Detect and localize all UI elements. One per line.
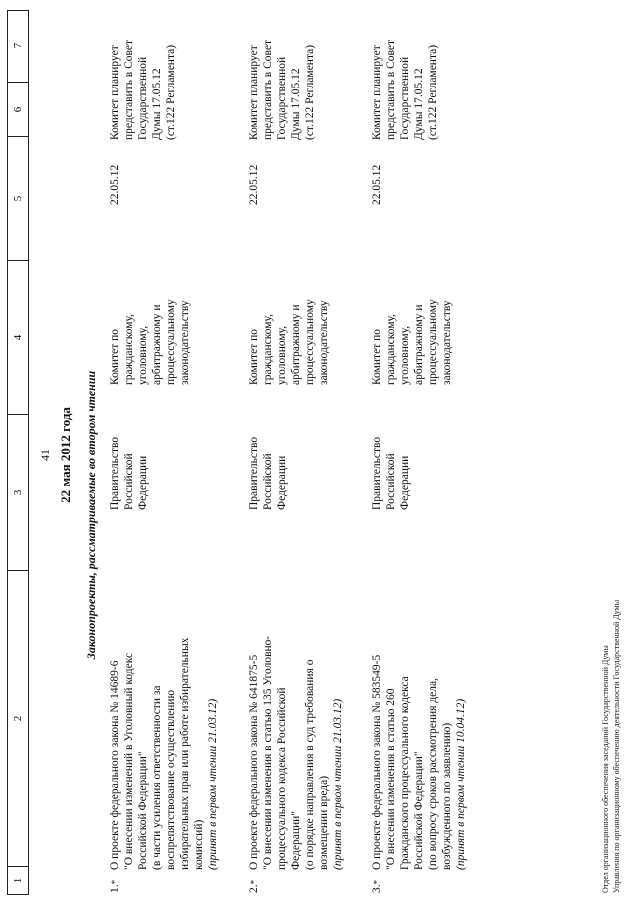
date-heading: 22 мая 2012 года [58,407,73,503]
review-date: 22.05.12 [248,164,260,205]
section-heading: Законопроекты, рассматриваемые во втором чтении [84,370,98,660]
review-date: 22.05.12 [371,164,383,205]
page-number: 41 [38,449,52,461]
row-number: 2.* [248,879,260,893]
bill-author: Правительство Российской Федерации [371,436,411,510]
column-number: 2 [8,570,28,866]
responsible-committee: Комитет по гражданскому, уголовному, арбитражному и процессуальному законодательству [248,299,330,385]
column-header-row [7,10,29,895]
column-number: 1 [8,866,28,894]
bill-description: О проекте федерального закона № 641875-5 "О внесении изменения в статью 135 Уголовно- процессуального кодекса Российской Федерации" (о порядке направления в суд требования о возмещении вреда) (принят в первом чтении 21.03.12) [247,605,345,870]
committee-note: Комитет планирует представить в Совет Государственной Думы 17.05.12 (ст.122 Регламента) [371,39,439,140]
row-number: 1.* [109,879,121,893]
committee-note: Комитет планирует представить в Совет Государственной Думы 17.05.12 (ст.122 Регламента) [109,39,177,140]
bill-author: Правительство Российской Федерации [248,436,288,510]
responsible-committee: Комитет по гражданскому, уголовному, арбитражному и процессуальному законодательству [371,299,453,385]
bill-author: Правительство Российской Федерации [109,436,149,510]
bill-description: О проекте федерального закона № 14689-6 "О внесении изменений в Уголовный кодекс Российской Федерации" (в части усиления ответственности за воспрепятствование осуществлению избирательных прав или работе избирательных комиссий) (принят в первом чтении 21.03.12) [108,605,220,870]
first-reading-note: (принят в первом чтении 21.03.12) [207,698,219,870]
column-number: 6 [8,82,28,136]
bill-description: О проекте федерального закона № 583549-5 "О внесении изменения в статью 260 Гражданского процессуального кодекса Российской Федерации" (по вопросу сроков рассмотрения дела, возбужденного по заявлению) (принят в первом чтении 10.04.12) [370,605,468,870]
column-number: 4 [8,260,28,414]
footer-department: Отдел организационного обеспечения заседаний Государственной Думы Управления по организационному обеспечению деятельности Государственной Думы [601,599,621,893]
first-reading-note: (принят в первом чтении 10.04.12) [455,698,467,870]
column-number: 5 [8,136,28,260]
review-date: 22.05.12 [109,164,121,205]
committee-note: Комитет планирует представить в Совет Государственной Думы 17.05.12 (ст.122 Регламента) [248,39,316,140]
column-number: 7 [12,42,24,49]
row-number: 3.* [371,879,383,893]
first-reading-note: (принят в первом чтении 21.03.12) [332,698,344,870]
responsible-committee: Комитет по гражданскому, уголовному, арбитражному и процессуальному законодательству [109,299,191,385]
column-number: 3 [8,414,28,570]
